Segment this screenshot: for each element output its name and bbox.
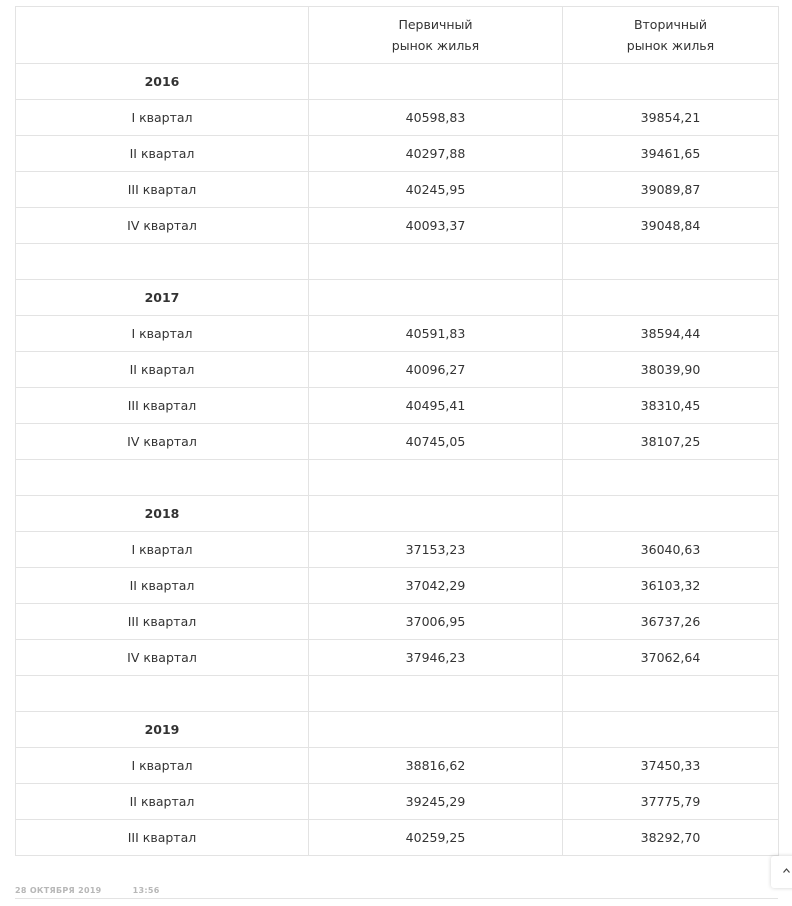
header-primary-line1: Первичный	[398, 17, 473, 32]
secondary-market-value	[563, 460, 779, 496]
table-body	[16, 7, 779, 856]
secondary-market-value: 38310,45	[563, 388, 779, 424]
secondary-market-value: 37775,79	[563, 784, 779, 820]
secondary-market-value: 38292,70	[563, 820, 779, 856]
footer-divider	[15, 898, 778, 899]
secondary-market-value: 38107,25	[563, 424, 779, 460]
table-row	[16, 388, 779, 424]
primary-market-value: 40745,05	[309, 424, 563, 460]
quarter-label	[16, 676, 309, 712]
primary-market-value	[309, 280, 563, 316]
table-row	[16, 172, 779, 208]
header-empty-cell	[16, 7, 309, 64]
table-header-row	[16, 7, 779, 64]
spacer-row	[16, 676, 779, 712]
quarter-label	[16, 460, 309, 496]
primary-market-value: 40297,88	[309, 136, 563, 172]
quarter-label: I квартал	[16, 748, 309, 784]
primary-market-value	[309, 496, 563, 532]
primary-market-value: 40096,27	[309, 352, 563, 388]
table-row	[16, 100, 779, 136]
primary-market-value: 40245,95	[309, 172, 563, 208]
primary-market-value: 40591,83	[309, 316, 563, 352]
year-row	[16, 712, 779, 748]
secondary-market-value	[563, 280, 779, 316]
quarter-label: III квартал	[16, 388, 309, 424]
quarter-label	[16, 244, 309, 280]
quarter-label: II квартал	[16, 784, 309, 820]
table-row	[16, 748, 779, 784]
secondary-market-value	[563, 712, 779, 748]
primary-market-value: 40259,25	[309, 820, 563, 856]
table-row	[16, 424, 779, 460]
quarter-label: IV квартал	[16, 424, 309, 460]
header-primary-market	[309, 7, 563, 64]
year-label: 2018	[16, 496, 309, 532]
primary-market-value	[309, 460, 563, 496]
secondary-market-value: 37062,64	[563, 640, 779, 676]
header-secondary-line1: Вторичный	[633, 17, 708, 32]
spacer-row	[16, 460, 779, 496]
quarter-label: IV квартал	[16, 208, 309, 244]
year-label: 2019	[16, 712, 309, 748]
table-row	[16, 604, 779, 640]
secondary-market-value	[563, 244, 779, 280]
secondary-market-value: 39048,84	[563, 208, 779, 244]
quarter-label: II квартал	[16, 352, 309, 388]
year-row	[16, 64, 779, 100]
secondary-market-value: 36040,63	[563, 532, 779, 568]
price-table	[15, 6, 779, 856]
publication-date: 28 ОКТЯБРЯ 2019	[15, 886, 102, 895]
year-row	[16, 280, 779, 316]
secondary-market-value: 39854,21	[563, 100, 779, 136]
publication-meta	[15, 886, 160, 895]
spacer-row	[16, 244, 779, 280]
table-row	[16, 532, 779, 568]
table-row	[16, 316, 779, 352]
scroll-top-button[interactable]	[771, 856, 792, 888]
secondary-market-value: 38039,90	[563, 352, 779, 388]
primary-market-value	[309, 676, 563, 712]
header-secondary-market	[563, 7, 779, 64]
table-row	[16, 352, 779, 388]
quarter-label: III квартал	[16, 820, 309, 856]
table-row	[16, 136, 779, 172]
secondary-market-value	[563, 676, 779, 712]
year-label: 2017	[16, 280, 309, 316]
secondary-market-value	[563, 64, 779, 100]
quarter-label: I квартал	[16, 532, 309, 568]
primary-market-value: 39245,29	[309, 784, 563, 820]
secondary-market-value: 39089,87	[563, 172, 779, 208]
header-primary-line2: рынок жилья	[391, 38, 480, 53]
primary-market-value	[309, 712, 563, 748]
table-row	[16, 820, 779, 856]
table-row	[16, 568, 779, 604]
primary-market-value: 37946,23	[309, 640, 563, 676]
table-row	[16, 784, 779, 820]
secondary-market-value	[563, 496, 779, 532]
secondary-market-value: 38594,44	[563, 316, 779, 352]
header-secondary-line2: рынок жилья	[626, 38, 715, 53]
quarter-label: III квартал	[16, 172, 309, 208]
secondary-market-value: 39461,65	[563, 136, 779, 172]
primary-market-value: 40093,37	[309, 208, 563, 244]
table-row	[16, 640, 779, 676]
quarter-label: I квартал	[16, 100, 309, 136]
primary-market-value: 37153,23	[309, 532, 563, 568]
secondary-market-value: 36103,32	[563, 568, 779, 604]
primary-market-value	[309, 64, 563, 100]
chevron-up-icon	[783, 868, 790, 873]
primary-market-value: 40598,83	[309, 100, 563, 136]
primary-market-value: 37042,29	[309, 568, 563, 604]
secondary-market-value: 37450,33	[563, 748, 779, 784]
quarter-label: I квартал	[16, 316, 309, 352]
secondary-market-value: 36737,26	[563, 604, 779, 640]
year-row	[16, 496, 779, 532]
quarter-label: III квартал	[16, 604, 309, 640]
primary-market-value: 40495,41	[309, 388, 563, 424]
primary-market-value	[309, 244, 563, 280]
quarter-label: II квартал	[16, 568, 309, 604]
quarter-label: II квартал	[16, 136, 309, 172]
primary-market-value: 37006,95	[309, 604, 563, 640]
table-row	[16, 208, 779, 244]
primary-market-value: 38816,62	[309, 748, 563, 784]
quarter-label: IV квартал	[16, 640, 309, 676]
year-label: 2016	[16, 64, 309, 100]
publication-time: 13:56	[132, 886, 160, 895]
